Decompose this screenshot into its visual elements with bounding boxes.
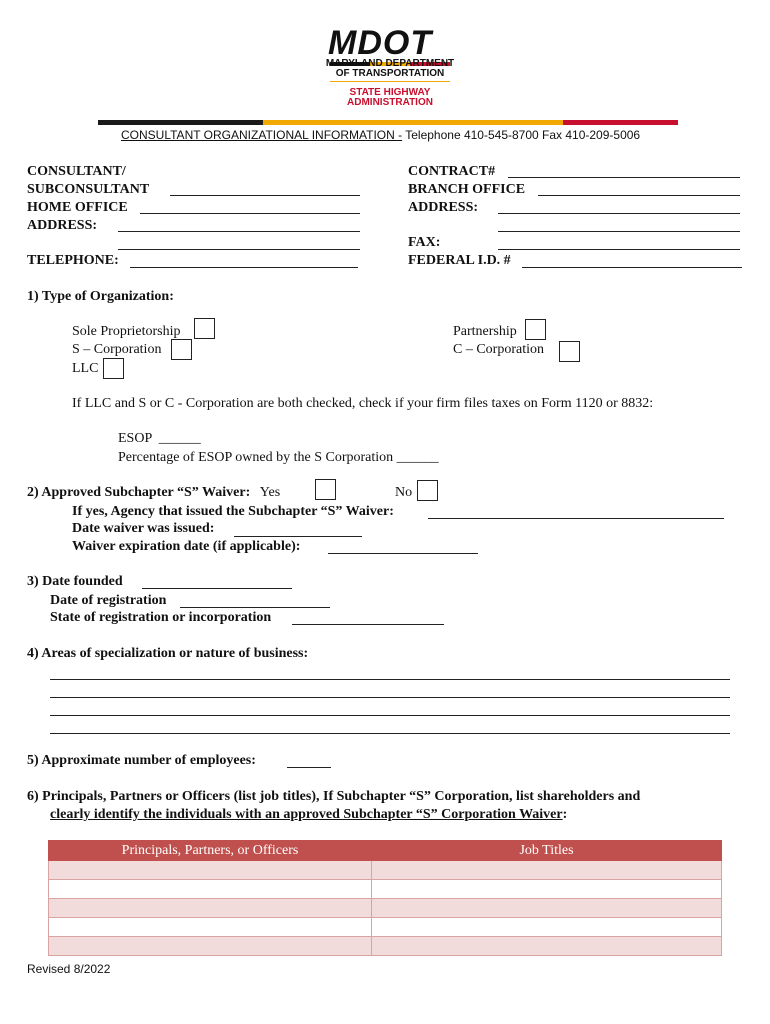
table-cell-job-title[interactable] — [372, 937, 722, 956]
home-office-field[interactable] — [140, 213, 360, 214]
table-cell-principal[interactable] — [49, 937, 372, 956]
partnership-label: Partnership — [453, 324, 517, 339]
branch-office-label: BRANCH OFFICE — [408, 182, 526, 197]
table-row — [49, 937, 722, 956]
q4-label: 4) Areas of specialization or nature of business: — [27, 646, 309, 661]
q2-agency-field[interactable] — [428, 518, 724, 519]
llc-label: LLC — [72, 361, 99, 376]
q2-date-issued-field[interactable] — [234, 536, 362, 537]
q1-label: 1) Type of Organization: — [27, 289, 174, 304]
c-corp-checkbox[interactable] — [559, 341, 580, 362]
consultant-labels — [27, 163, 149, 235]
logo-line-2: OF TRANSPORTATION — [335, 68, 445, 79]
home-address-field-1[interactable] — [118, 231, 360, 232]
llc-note: If LLC and S or C - Corporation are both checked, check if your firm files taxes on Form 1120 or 8832: — [72, 396, 654, 411]
header-rule — [98, 120, 678, 125]
branch-address-field-2[interactable] — [498, 231, 740, 232]
partnership-checkbox[interactable] — [525, 319, 546, 340]
table-row — [49, 918, 722, 937]
contract-labels — [408, 163, 525, 217]
s-corp-label: S – Corporation — [72, 342, 162, 357]
q2-expiration-label: Waiver expiration date (if applicable): — [72, 539, 301, 554]
federal-id-field[interactable] — [522, 267, 742, 268]
logo-divider — [330, 81, 450, 82]
home-office-label: HOME OFFICE — [27, 200, 128, 215]
sole-prop-checkbox[interactable] — [194, 318, 215, 339]
q5-label: 5) Approximate number of employees: — [27, 753, 256, 768]
s-corp-checkbox[interactable] — [171, 339, 192, 360]
date-founded-label: 3) Date founded — [27, 574, 123, 589]
esop-label[interactable]: ESOP ______ — [118, 431, 201, 446]
table-header-principals: Principals, Partners, or Officers — [49, 841, 372, 861]
q2-date-issued-label: Date waiver was issued: — [72, 521, 215, 536]
header-text — [121, 128, 640, 142]
q6-colon: : — [562, 807, 568, 822]
q2-no-checkbox[interactable] — [417, 480, 438, 501]
table-row — [49, 899, 722, 918]
sole-prop-label: Sole Proprietorship — [72, 324, 181, 339]
contract-field[interactable] — [508, 177, 740, 178]
table-row — [49, 861, 722, 880]
branch-address-field-1[interactable] — [498, 213, 740, 214]
q4-field-3[interactable] — [50, 715, 730, 716]
q4-field-1[interactable] — [50, 679, 730, 680]
telephone-field[interactable] — [130, 267, 358, 268]
q2-yes-label: Yes — [259, 485, 281, 500]
table-cell-principal[interactable] — [49, 899, 372, 918]
principals-table — [48, 840, 722, 956]
q5-field[interactable] — [287, 767, 331, 768]
q6-label-2 — [50, 807, 567, 823]
q4-field-4[interactable] — [50, 733, 730, 734]
table-cell-principal[interactable] — [49, 918, 372, 937]
table-header-job-titles: Job Titles — [372, 841, 722, 861]
c-corp-label: C – Corporation — [453, 342, 544, 357]
logo-line-4: ADMINISTRATION — [347, 97, 433, 108]
logo-wordmark: MDOT — [328, 24, 433, 62]
q2-expiration-field[interactable] — [328, 553, 478, 554]
header-contact: Telephone 410-545-8700 Fax 410-209-5006 — [402, 128, 641, 142]
contract-label: CONTRACT# — [408, 164, 496, 179]
table-row — [49, 880, 722, 899]
subconsultant-field[interactable] — [170, 195, 360, 196]
q2-row — [27, 485, 280, 501]
table-cell-principal[interactable] — [49, 861, 372, 880]
llc-checkbox[interactable] — [103, 358, 124, 379]
table-cell-job-title[interactable] — [372, 899, 722, 918]
q6-label: 6) Principals, Partners or Officers (list job titles), If Subchapter “S” Corporation, list shareholders and — [27, 789, 641, 804]
state-registration-label: State of registration or incorporation — [50, 610, 272, 625]
branch-address-label: ADDRESS: — [408, 200, 479, 215]
state-registration-field[interactable] — [292, 624, 444, 625]
table-cell-job-title[interactable] — [372, 861, 722, 880]
fax-label: FAX: — [408, 235, 441, 250]
subconsultant-label: SUBCONSULTANT — [27, 182, 150, 197]
table-header-row — [49, 841, 722, 861]
q2-no-label: No — [395, 485, 413, 500]
logo-line-1: MARYLAND DEPARTMENT — [325, 58, 455, 69]
q4-field-2[interactable] — [50, 697, 730, 698]
revised-date: Revised 8/2022 — [27, 962, 111, 976]
q6-label-underlined: clearly identify the individuals with an approved Subchapter “S” Corporation Waiver — [50, 807, 563, 822]
logo-line-3: STATE HIGHWAY — [349, 87, 431, 98]
date-registration-label: Date of registration — [50, 593, 167, 608]
fax-field[interactable] — [498, 249, 740, 250]
q2-agency-label: If yes, Agency that issued the Subchapter “S” Waiver: — [72, 504, 394, 519]
consultant-label: CONSULTANT/ — [27, 164, 126, 179]
federal-id-label: FEDERAL I.D. # — [408, 253, 511, 268]
telephone-label: TELEPHONE: — [27, 253, 119, 268]
table-cell-job-title[interactable] — [372, 918, 722, 937]
table-cell-job-title[interactable] — [372, 880, 722, 899]
home-address-label: ADDRESS: — [27, 218, 98, 233]
branch-office-field[interactable] — [538, 195, 740, 196]
esop-pct-label[interactable]: Percentage of ESOP owned by the S Corporation ______ — [118, 450, 439, 465]
q2-yes-checkbox[interactable] — [315, 479, 336, 500]
home-address-field-2[interactable] — [118, 249, 360, 250]
table-cell-principal[interactable] — [49, 880, 372, 899]
date-founded-field[interactable] — [142, 588, 292, 589]
q2-label: 2) Approved Subchapter “S” Waiver: — [27, 485, 251, 500]
date-registration-field[interactable] — [180, 607, 330, 608]
header-title: CONSULTANT ORGANIZATIONAL INFORMATION - — [121, 128, 403, 142]
